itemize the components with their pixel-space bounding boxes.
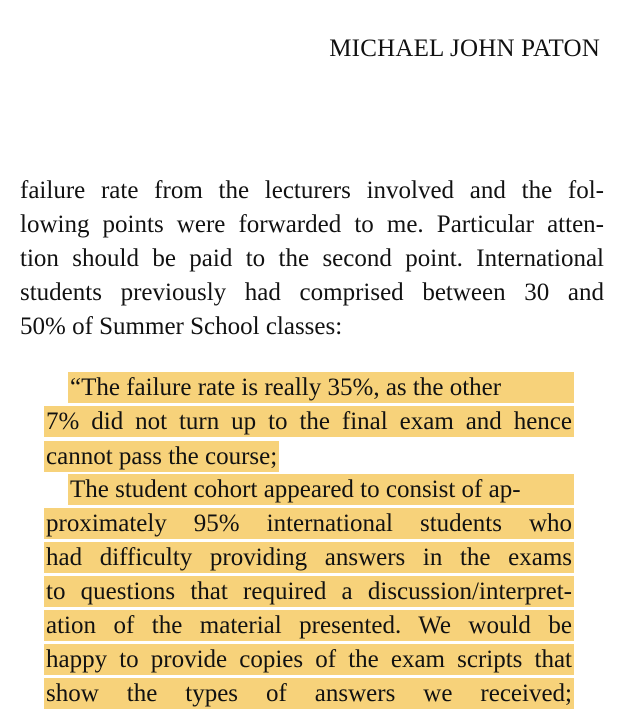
quote-line-highlight[interactable]	[44, 610, 574, 644]
quote-line: proximately 95% international students who	[46, 510, 572, 537]
paragraph-line: lowing points were forwarded to me. Particular atten-	[20, 211, 604, 238]
quote-line: cannot pass the course;	[46, 443, 278, 470]
quote-line-highlight[interactable]	[44, 576, 574, 610]
quote-line-highlight[interactable]	[44, 474, 574, 508]
quote-line-highlight[interactable]	[44, 508, 574, 542]
paragraph-line: tion should be paid to the second point. International	[20, 245, 604, 272]
quote-line: had difficulty providing answers in the exams	[46, 544, 572, 571]
quote-line: show the types of answers we received;	[46, 680, 572, 707]
quote-line-highlight[interactable]	[44, 440, 574, 474]
quote-line: 7% did not turn up to the final exam and hence	[46, 408, 572, 435]
body-paragraph	[20, 174, 604, 344]
paragraph-line: students previously had comprised between 30 and	[20, 279, 604, 306]
quote-line: happy to provide copies of the exam scripts that	[46, 646, 572, 673]
quote-line: to questions that required a discussion/interpret-	[46, 578, 572, 605]
highlighted-block-quote	[44, 372, 574, 712]
quote-line-highlight[interactable]	[44, 678, 574, 712]
paragraph-line: 50% of Summer School classes:	[20, 313, 343, 340]
quote-line: ation of the material presented. We would be	[46, 612, 572, 639]
running-head: MICHAEL JOHN PATON	[329, 35, 600, 62]
paragraph-line: failure rate from the lecturers involved and the fol-	[20, 177, 604, 204]
quote-line-highlight[interactable]	[44, 406, 574, 440]
quote-line-highlight[interactable]	[44, 372, 574, 406]
quote-line-highlight[interactable]	[44, 542, 574, 576]
quote-line: “The failure rate is really 35%, as the other	[68, 372, 574, 403]
quote-line-highlight[interactable]	[44, 644, 574, 678]
quote-line: The student cohort appeared to consist of ap-	[68, 474, 574, 505]
